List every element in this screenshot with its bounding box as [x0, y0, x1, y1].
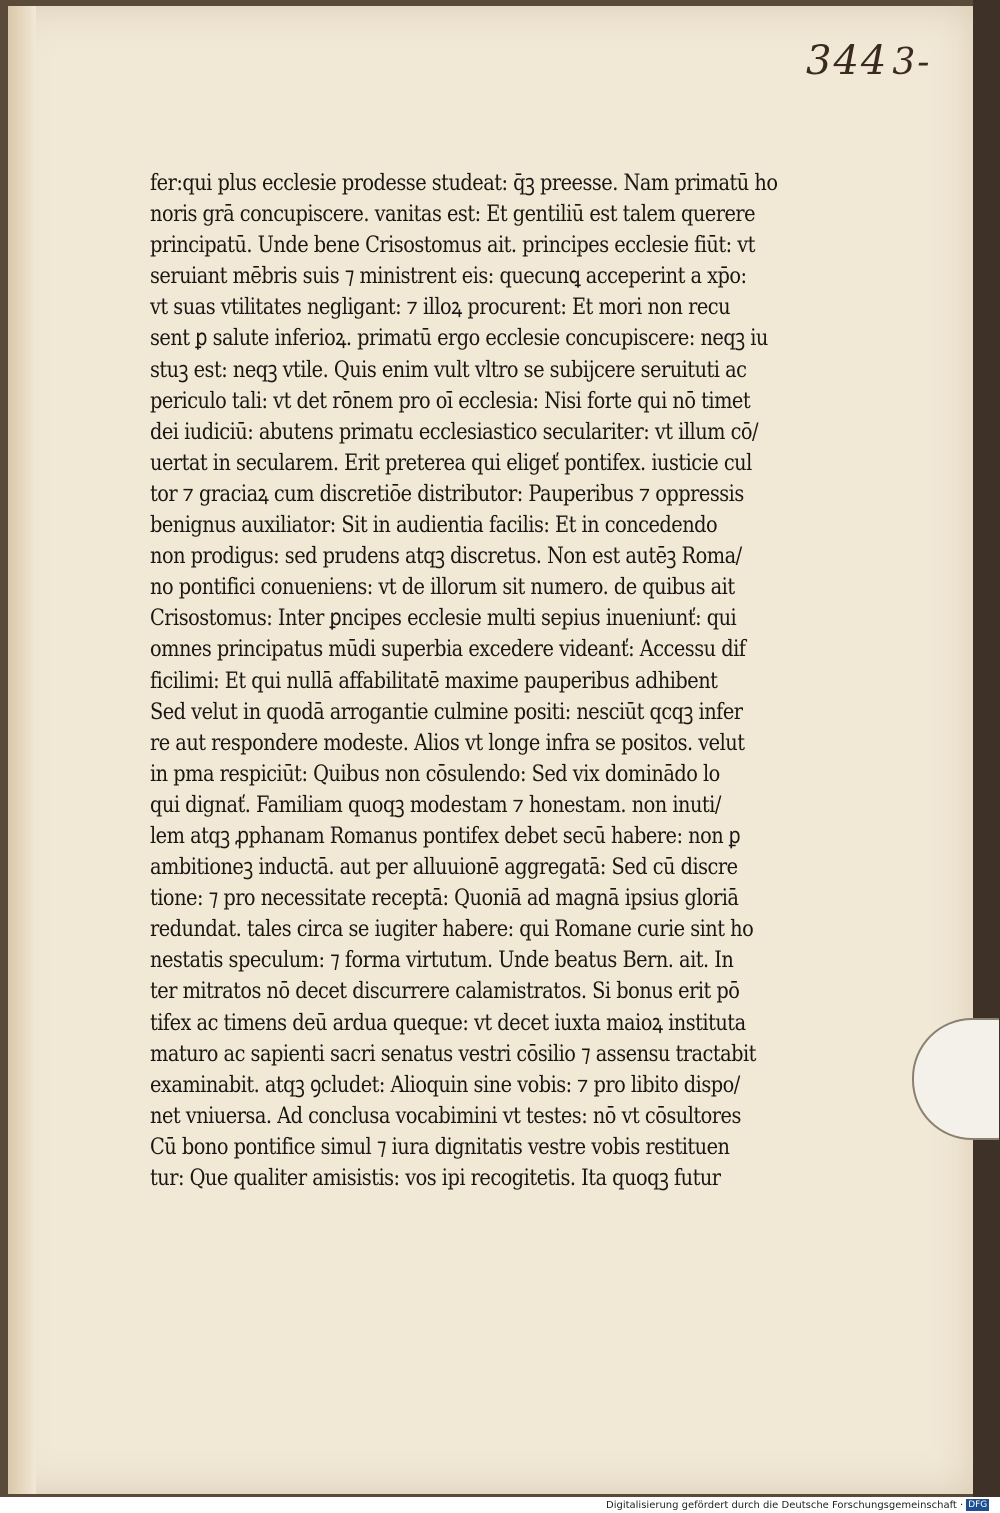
text-line: sent ꝑ salute inferioꝝ. primatū ergo ecclesie concupiscere: neqꝫ iu — [150, 325, 768, 352]
text-line: nestatis speculum: ⁊ forma virtutum. Unde beatus Bern. ait. In — [150, 947, 734, 974]
text-line: qui dignať. Familiam quoqꝫ modestam ⁊ honestam. non inuti/ — [150, 791, 721, 818]
folio-number-extra: 3- — [892, 42, 932, 83]
folio-number-main: 344 — [806, 38, 889, 84]
text-line: omnes principatus mūdi superbia excedere videanť: Accessu dif — [150, 636, 746, 663]
text-line: principatū. Unde bene Crisostomus ait. principes ecclesie fiūt: vt — [150, 232, 755, 259]
text-line: periculo tali: vt det rōnem pro oī ecclesia: Nisi forte qui nō timet — [150, 387, 751, 414]
page-gutter-shadow — [8, 6, 36, 1494]
dfg-logo: DFG — [968, 1500, 988, 1510]
text-line: tor ⁊ graciaꝝ cum discretiōe distributor: Pauperibus ⁊ oppressis — [150, 480, 744, 507]
text-line: noris grā concupiscere. vanitas est: Et gentiliū est talem querere — [150, 201, 756, 228]
text-line: redundat. tales circa se iugiter habere: qui Romane curie sint ho — [150, 916, 754, 943]
text-line: no pontifici conueniens: vt de illorum sit numero. de quibus ait — [150, 574, 735, 601]
footer-credit — [606, 1499, 989, 1513]
text-line: ambitioneꝫ inductā. aut per alluuionē aggregatā: Sed cū discre — [150, 854, 738, 881]
text-line: Cū bono pontifice simul ⁊ iura dignitatis vestre vobis restituen — [150, 1133, 730, 1160]
text-line: Crisostomus: Inter ꝑncipes ecclesie multi sepius inueniunť: qui — [150, 605, 737, 632]
text-line: maturo ac sapienti sacri senatus vestri cōsilio ⁊ assensu tractabit — [150, 1040, 756, 1067]
text-line: ficilimi: Et qui nullā affabilitatē maxime pauperibus adhibent — [150, 667, 718, 694]
text-line: seruiant mēbris suis ⁊ ministrent eis: quecunꝗ acceperint a xp̄o: — [150, 263, 747, 290]
text-line: examinabit. atqꝫ ꝯcludet: Alioquin sine vobis: ⁊ pro libito dispo/ — [150, 1071, 740, 1098]
text-line: uertat in secularem. Erit preterea qui eligeť pontifex. iusticie cul — [150, 449, 752, 476]
footer-credit-text: Digitalisierung gefördert durch die Deutsche Forschungsgemeinschaft · — [606, 1500, 964, 1511]
text-line: Sed velut in quodā arrogantie culmine positi: nesciūt qcqꝫ infer — [150, 698, 743, 725]
text-line: fer:qui plus ecclesie prodesse studeat: q̄ꝫ preesse. Nam primatū ho — [150, 170, 778, 196]
text-line: tifex ac timens deū ardua queque: vt decet iuxta maioꝝ instituta — [150, 1009, 746, 1036]
text-line: lem atqꝫ ꝓphanam Romanus pontifex debet secū habere: non ꝑ — [150, 822, 741, 849]
text-line: tione: ⁊ pro necessitate receptā: Quoniā ad magnā ipsius gloriā — [150, 885, 739, 912]
text-line: vt suas vtilitates negligant: ⁊ illoꝝ procurent: Et mori non recu — [150, 294, 731, 321]
text-line: non prodigus: sed prudens atqꝫ discretus. Non est autēꝫ Roma/ — [150, 543, 742, 570]
text-line: re aut respondere modeste. Alios vt longe infra se positos. velut — [150, 729, 745, 756]
incunable-text-block — [150, 168, 778, 1194]
text-line: dei iudiciū: abutens primatu ecclesiastico seculariter: vt illum cō/ — [150, 418, 759, 445]
text-line: net vniuersa. Ad conclusa vocabimini vt testes: nō vt cōsultores — [150, 1102, 741, 1129]
text-line: ter mitratos nō decet discurrere calamistratos. Si bonus erit pō — [150, 978, 740, 1005]
text-line: benignus auxiliator: Sit in audientia facilis: Et in concedendo — [150, 512, 718, 539]
scanner-edge — [973, 0, 1000, 1497]
text-line: tur: Que qualiter amisistis: vos ipi recogitetis. Ita quoqꝫ futur — [150, 1165, 721, 1191]
text-line: in pma respiciūt: Quibus non cōsulendo: Sed vix dominādo lo — [150, 760, 720, 787]
folio-number — [806, 38, 931, 84]
text-line: stuꝫ est: neqꝫ vtile. Quis enim vult vltro se subijcere seruituti ac — [150, 356, 747, 383]
